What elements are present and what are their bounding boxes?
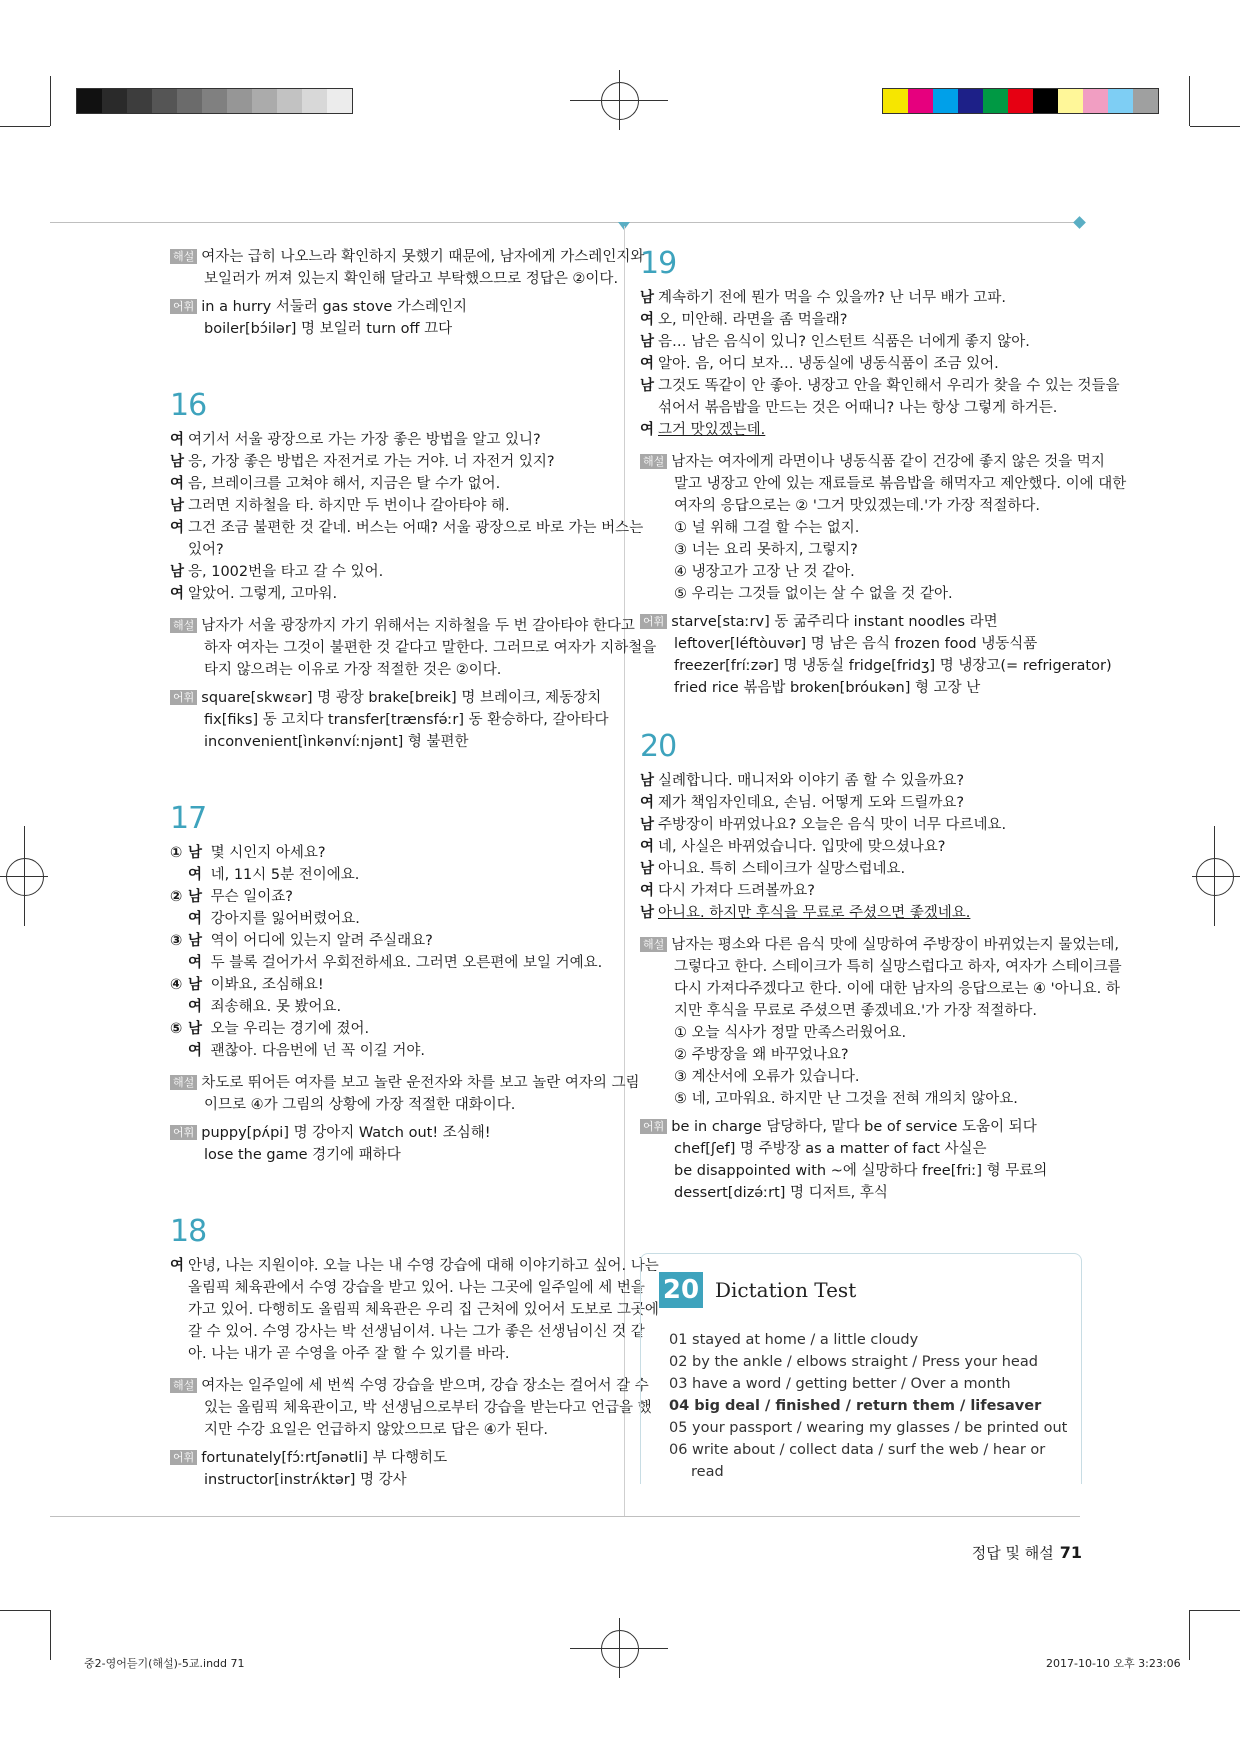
- option-number: ②: [170, 889, 183, 905]
- color-swatch: [1058, 89, 1083, 113]
- dialog-text: 역이 어디에 있는지 알려 주실래요?: [206, 933, 433, 949]
- dialog-line: [640, 792, 1080, 814]
- dialog-text: 알았어. 그렇게, 고마워.: [188, 586, 338, 602]
- option-text: ③ 계산서에 오류가 있습니다.: [674, 1069, 860, 1085]
- dictation-title: Dictation Test: [715, 1278, 857, 1302]
- speaker-label: 여: [188, 867, 203, 883]
- dialog: [640, 287, 1120, 441]
- vocab-line: square[skwɛər] 명 광장 brake[breik] 명 브레이크, 제동장치: [201, 690, 602, 706]
- dialog-text: 다시 가져다 드려볼까요?: [658, 883, 815, 899]
- speaker-label: 남: [188, 845, 203, 861]
- option-line: [170, 996, 610, 1018]
- explanation-text: 지만 수강 요일은 언급하지 않았으므로 답은 ④가 된다.: [204, 1422, 549, 1438]
- dialog-line: [640, 397, 1080, 419]
- gray-swatch: [77, 89, 102, 113]
- vocab-line: freezer[fríːzər] 명 냉동실 fridge[fridʒ] 명 냉장고(= refrigerator): [674, 658, 1112, 674]
- vocab-line: in a hurry 서둘러 gas stove 가스레인지: [201, 299, 467, 315]
- dialog-text: 제가 책임자인데요, 손님. 어떻게 도와 드릴까요?: [658, 795, 965, 811]
- color-swatch: [1108, 89, 1133, 113]
- speaker-label: 남: [170, 498, 185, 514]
- question-16: [170, 388, 657, 753]
- dialog-line: [170, 451, 610, 473]
- option-number: ④: [170, 977, 183, 993]
- dialog-line: [170, 561, 610, 583]
- dialog-line: [170, 495, 610, 517]
- explanation-text: 보일러가 꺼져 있는지 확인해 달라고 부탁했으므로 정답은 ②이다.: [204, 271, 619, 287]
- speaker-label: 여: [640, 356, 655, 372]
- vocab-line: inconvenient[ìnkənvíːnjənt] 형 불편한: [204, 734, 469, 750]
- option-number: ⑤: [170, 1021, 183, 1037]
- dialog-text: 응, 가장 좋은 방법은 자전거로 가는 거야. 너 자전거 있지?: [188, 454, 555, 470]
- dialog-text: 이봐요, 조심해요!: [206, 977, 324, 993]
- dialog-line: [640, 880, 1080, 902]
- dialog-text: 실례합니다. 매니저와 이야기 좀 할 수 있을까요?: [658, 773, 965, 789]
- vocab-tag: 어휘: [640, 614, 667, 629]
- speaker-label: 여: [170, 476, 185, 492]
- vocab-tag: 어휘: [170, 690, 197, 705]
- option-line: [170, 1040, 610, 1062]
- vocab-line: starve[staːrv] 동 굶주리다 instant noodles 라면: [671, 614, 998, 630]
- gray-swatch: [102, 89, 127, 113]
- option-text: ① 널 위해 그걸 할 수는 없지.: [674, 520, 860, 536]
- dialog-line: [640, 353, 1080, 375]
- vocab-line: fix[fiks] 동 고치다 transfer[trænsfə́ːr] 동 환승하다, 갈아타다: [204, 712, 609, 728]
- crop-mark: [50, 76, 51, 126]
- question-20: [640, 729, 1122, 1204]
- dialog-text: 죄송해요. 못 봤어요.: [206, 999, 342, 1015]
- dialog-text: 두 블록 걸어가서 우회전하세요. 그러면 오른편에 보일 거예요.: [206, 955, 603, 971]
- q16-vocab: [170, 687, 610, 753]
- dictation-line: 04 big deal / finished / return them / lifesaver: [669, 1398, 1042, 1414]
- option-text: ④ 냉장고가 고장 난 것 같아.: [674, 564, 855, 580]
- speaker-label: 남: [640, 378, 655, 394]
- option-text: ③ 너는 요리 못하지, 그렇지?: [674, 542, 858, 558]
- dialog-line: [170, 429, 610, 451]
- options-list: [640, 1022, 1080, 1110]
- dialog-line: [640, 902, 1080, 924]
- dialog-text: 여기서 서울 광장으로 가는 가장 좋은 방법을 알고 있니?: [188, 432, 541, 448]
- speaker-label: 남: [640, 334, 655, 350]
- crop-mark: [1190, 126, 1240, 127]
- question-number: 20: [640, 729, 677, 764]
- explanation-tag: 해설: [640, 454, 667, 469]
- top-rule-diamond: [1073, 216, 1086, 229]
- speaker-label: 여: [640, 883, 655, 899]
- dialog-text: 섞어서 볶음밥을 만드는 것은 어때니? 나는 항상 그렇게 하거든.: [658, 400, 1058, 416]
- color-swatch: [983, 89, 1008, 113]
- dictation-header: [659, 1272, 856, 1308]
- vocab-line: fortunately[fɔ́ːrtʃənətli] 부 다행히도: [201, 1450, 448, 1466]
- explanation-text: 여자의 응답으로는 ② '그거 맛있겠는데.'가 가장 적절하다.: [674, 498, 1040, 514]
- bottom-rule: [50, 1516, 1080, 1517]
- speaker-label: 여: [188, 999, 203, 1015]
- dialog-text: 주방장이 바뀌었나요? 오늘은 음식 맛이 너무 다르네요.: [658, 817, 1007, 833]
- registration-line: [1192, 876, 1240, 877]
- dialog-text: 계속하기 전에 뭔가 먹을 수 있을까? 난 너무 배가 고파.: [658, 290, 1006, 306]
- dialog-text: 가고 있어. 다행히도 올림픽 체육관은 우리 집 근처에 있어서 도보로 그곳에: [188, 1302, 659, 1318]
- crop-mark: [50, 1610, 51, 1660]
- footer-label: 정답 및 해설: [971, 1544, 1054, 1562]
- registration-line: [619, 70, 620, 130]
- monologue: [170, 1255, 659, 1365]
- gray-swatch: [327, 89, 352, 113]
- grayscale-bar: [76, 88, 353, 114]
- speaker-label: 여: [188, 1043, 203, 1059]
- dialog-text: 안녕, 나는 지원이야. 오늘 나는 내 수영 강습에 대해 이야기하고 싶어. 나는: [188, 1258, 659, 1274]
- explanation-text: 지만 후식을 무료로 주셨으면 좋겠네요.'가 가장 적절하다.: [674, 1003, 1038, 1019]
- dialog-line: [170, 539, 610, 561]
- registration-mark: [6, 858, 44, 896]
- speaker-label: 남: [188, 933, 203, 949]
- speaker-label: 남: [640, 905, 655, 921]
- color-swatch: [933, 89, 958, 113]
- dictation-test-box: [640, 1253, 1082, 1484]
- dialog-text: 몇 시인지 아세요?: [206, 845, 326, 861]
- dialog-text: 그것도 똑같이 안 좋아. 냉장고 안을 확인해서 우리가 찾을 수 있는 것들을: [658, 378, 1120, 394]
- question-17: [170, 801, 640, 1166]
- speaker-label: 여: [188, 911, 203, 927]
- speaker-label: 여: [170, 432, 185, 448]
- dialog-line: [640, 814, 1080, 836]
- dialog-text: 무슨 일이죠?: [206, 889, 293, 905]
- color-swatch: [883, 89, 908, 113]
- dialog-text: 오늘 우리는 경기에 졌어.: [206, 1021, 370, 1037]
- top-rule: [50, 222, 1080, 223]
- speaker-label: 남: [640, 290, 655, 306]
- option-line: [170, 974, 610, 996]
- vocab-line: boiler[bɔ́ilər] 명 보일러 turn off 끄다: [204, 321, 453, 337]
- dialog-text: 알아. 음, 어디 보자… 냉동실에 냉동식품이 조금 있어.: [658, 356, 999, 372]
- explanation-text: 타지 않으려는 이유로 가장 적절한 것은 ②이다.: [204, 662, 502, 678]
- gray-swatch: [127, 89, 152, 113]
- color-swatch: [908, 89, 933, 113]
- explanation-text: 이므로 ④가 그림의 상황에 가장 적절한 대화이다.: [204, 1097, 516, 1113]
- option-line: [170, 930, 610, 952]
- slug-file: 중2-영어듣기(해설)-5교.indd 71: [84, 1657, 245, 1670]
- dialog-line: [640, 419, 1080, 441]
- dictation-line: 05 your passport / wearing my glasses / be printed out: [669, 1420, 1068, 1436]
- question-number: 19: [640, 246, 677, 281]
- gray-swatch: [252, 89, 277, 113]
- explanation-text: 말고 냉장고 안에 있는 재료들로 볶음밥을 해먹자고 제안했다. 이에 대한: [674, 476, 1127, 492]
- crop-mark: [1189, 76, 1190, 126]
- vocab-line: lose the game 경기에 패하다: [204, 1147, 401, 1163]
- option-text: ② 주방장을 왜 바꾸었나요?: [674, 1047, 849, 1063]
- vocab-line: be in charge 담당하다, 맡다 be of service 도움이 되다: [671, 1119, 1037, 1135]
- option-line: [170, 842, 610, 864]
- explanation-text: 여자는 급히 나오느라 확인하지 못했기 때문에, 남자에게 가스레인지와: [201, 249, 645, 265]
- options-list: [640, 517, 1080, 605]
- vocab-line: chef[ʃef] 명 주방장 as a matter of fact 사실은: [674, 1141, 987, 1157]
- registration-line: [619, 1618, 620, 1678]
- dialog-text: 올림픽 체육관에서 수영 강습을 받고 있어. 나는 그곳에 일주일에 세 번을: [188, 1280, 645, 1296]
- dictation-line: 02 by the ankle / elbows straight / Press your head: [669, 1354, 1038, 1370]
- q19-vocab: [640, 611, 1112, 699]
- color-swatch: [1033, 89, 1058, 113]
- dialog-line: [640, 375, 1120, 397]
- option-text: ⑤ 네, 고마워요. 하지만 난 그것을 전혀 개의치 않아요.: [674, 1091, 1018, 1107]
- q15-explanation: [170, 246, 645, 290]
- dialog-text: 갈 수 있어. 수영 강사는 박 선생님이셔. 나는 그가 좋은 선생님이신 것 같: [188, 1324, 645, 1340]
- q17-explanation: [170, 1072, 640, 1116]
- dictation-line: 06 write about / collect data / surf the web / hear or: [669, 1442, 1046, 1458]
- dialog: [640, 770, 1080, 924]
- speaker-label: 여: [640, 312, 655, 328]
- vocab-tag: 어휘: [170, 1125, 197, 1140]
- option-number: ③: [170, 933, 183, 949]
- dialog-text: 아니요. 특히 스테이크가 실망스럽네요.: [658, 861, 906, 877]
- explanation-text: 남자는 여자에게 라면이나 냉동식품 같이 건강에 좋지 않은 것을 먹지: [671, 454, 1105, 470]
- option-line: [170, 908, 610, 930]
- gray-swatch: [302, 89, 327, 113]
- explanation-text: 차도로 뛰어든 여자를 보고 놀란 운전자와 차를 보고 놀란 여자의 그림: [201, 1075, 640, 1091]
- dialog-text: 그러면 지하철을 타. 하지만 두 번이나 갈아타야 해.: [188, 498, 510, 514]
- option-number: ①: [170, 845, 183, 861]
- explanation-tag: 해설: [640, 937, 667, 952]
- option-text: ⑤ 우리는 그것들 없이는 살 수 없을 것 같아.: [674, 586, 953, 602]
- explanation-tag: 해설: [170, 249, 197, 264]
- option-line: [170, 864, 610, 886]
- q17-vocab: [170, 1122, 610, 1166]
- explanation-tag: 해설: [170, 618, 197, 633]
- dialog-text: 아니요. 하지만 후식을 무료로 주셨으면 좋겠네요.: [658, 905, 971, 921]
- vocab-tag: 어휘: [170, 1450, 197, 1465]
- speaker-label: 여: [188, 955, 203, 971]
- dialog-text: 그건 조금 불편한 것 같네. 버스는 어때? 서울 광장으로 바로 가는 버스는: [188, 520, 644, 536]
- dictation-number: 20: [659, 1272, 703, 1308]
- registration-line: [1214, 826, 1215, 926]
- dialog-text: 응, 1002번을 타고 갈 수 있어.: [188, 564, 384, 580]
- question-number: 16: [170, 388, 207, 423]
- speaker-label: 남: [188, 977, 203, 993]
- dialog-text: 음, 브레이크를 고쳐야 해서, 지금은 탈 수가 없어.: [188, 476, 501, 492]
- dialog-text: 네, 11시 5분 전이에요.: [206, 867, 360, 883]
- page-footer: [972, 1542, 1082, 1563]
- dialog-text: 네, 사실은 바뀌었습니다. 입맛에 맞으셨나요?: [658, 839, 946, 855]
- speaker-label: 여: [640, 422, 655, 438]
- speaker-label: 여: [170, 586, 185, 602]
- question-19: [640, 246, 1127, 699]
- speaker-label: 남: [640, 817, 655, 833]
- vocab-line: be disappointed with ~에 실망하다 free[friː] 형 무료의: [674, 1163, 1048, 1179]
- explanation-text: 있는 올림픽 체육관이고, 박 선생님으로부터 강습을 받는다고 언급을 했: [204, 1400, 652, 1416]
- explanation-text: 여자는 일주일에 세 번씩 수영 강습을 받으며, 강습 장소는 걸어서 갈 수: [201, 1378, 649, 1394]
- q15-vocab: [170, 296, 610, 340]
- right-column: [640, 246, 1127, 1204]
- gray-swatch: [152, 89, 177, 113]
- explanation-tag: 해설: [170, 1378, 197, 1393]
- vocab-line: dessert[dizə́ːrt] 명 디저트, 후식: [674, 1185, 888, 1201]
- crop-mark: [0, 126, 50, 127]
- dialog: [170, 429, 644, 605]
- dictation-answers: [669, 1329, 1069, 1483]
- speaker-label: 남: [188, 889, 203, 905]
- vocab-line: instructor[instrʌ́ktər] 명 강사: [204, 1472, 407, 1488]
- speaker-label: 남: [170, 564, 185, 580]
- gray-swatch: [177, 89, 202, 113]
- gray-swatch: [202, 89, 227, 113]
- speaker-label: 여: [170, 520, 185, 536]
- crop-mark: [1189, 1610, 1190, 1660]
- color-swatch: [1008, 89, 1033, 113]
- crop-mark: [0, 1610, 50, 1611]
- question-18: [170, 1214, 659, 1491]
- q20-explanation: [640, 934, 1122, 1110]
- dialog-text: 그거 맛있겠는데.: [658, 422, 766, 438]
- gray-swatch: [227, 89, 252, 113]
- speaker-label: 남: [188, 1021, 203, 1037]
- vocab-tag: 어휘: [640, 1119, 667, 1134]
- dialog-line: [640, 836, 1080, 858]
- q18-vocab: [170, 1447, 610, 1491]
- speaker-label: 여: [640, 839, 655, 855]
- dialog-line: [640, 331, 1080, 353]
- explanation-text: 남자는 평소와 다른 음식 맛에 실망하여 주방장이 바뀌었는지 물었는데,: [671, 937, 1119, 953]
- color-swatch: [1133, 89, 1158, 113]
- dialog-line: [170, 517, 644, 539]
- speaker-label: 남: [640, 773, 655, 789]
- color-swatch: [1083, 89, 1108, 113]
- explanation-text: 다시 가져다주겠다고 한다. 이에 대한 남자의 응답으로는 ④ '아니요. 하: [674, 981, 1120, 997]
- speaker-label: 남: [640, 861, 655, 877]
- registration-line: [24, 826, 25, 926]
- option-line: [170, 886, 610, 908]
- option-line: [170, 952, 610, 974]
- dialog-line: [640, 858, 1080, 880]
- explanation-text: 남자가 서울 광장까지 가기 위해서는 지하철을 두 번 갈아타야 한다고: [201, 618, 635, 634]
- dictation-line: read: [691, 1464, 724, 1480]
- vocab-line: puppy[pʌ́pi] 명 강아지 Watch out! 조심해!: [201, 1125, 491, 1141]
- q18-explanation: [170, 1375, 652, 1441]
- dictation-line: 01 stayed at home / a little cloudy: [669, 1332, 919, 1348]
- q20-vocab: [640, 1116, 1080, 1204]
- vocab-tag: 어휘: [170, 299, 197, 314]
- vocab-line: fried rice 볶음밥 broken[bróukən] 형 고장 난: [674, 680, 981, 696]
- speaker-label: 여: [170, 1258, 185, 1274]
- color-bar: [882, 88, 1159, 114]
- dialog-text: 있어?: [188, 542, 224, 558]
- q19-explanation: [640, 451, 1127, 605]
- crop-mark: [1190, 1610, 1240, 1611]
- dialog-line: [640, 309, 1080, 331]
- explanation-text: 하자 여자는 그것이 불편한 것 같다고 말한다. 그러므로 여자가 지하철을: [204, 640, 657, 656]
- explanation-text: 그렇다고 한다. 스테이크가 특히 실망스럽다고 하자, 여자가 스테이크를: [674, 959, 1122, 975]
- slug-date: 2017-10-10 오후 3:23:06: [1046, 1657, 1181, 1670]
- page-number: 71: [1059, 1543, 1082, 1562]
- speaker-label: 남: [170, 454, 185, 470]
- dialog-text: 오, 미안해. 라면을 좀 먹을래?: [658, 312, 848, 328]
- option-line: [170, 1018, 610, 1040]
- dialog-text: 괜찮아. 다음번에 넌 꼭 이길 거야.: [206, 1043, 425, 1059]
- option-text: ① 오늘 식사가 정말 만족스러웠어요.: [674, 1025, 907, 1041]
- dialog-line: [170, 473, 610, 495]
- dialog-line: [170, 583, 610, 605]
- options-list: [170, 842, 610, 1062]
- gray-swatch: [277, 89, 302, 113]
- vocab-line: leftover[léftòuvər] 명 남은 음식 frozen food 냉동식품: [674, 636, 1038, 652]
- dialog-text: 강아지를 잃어버렸어요.: [206, 911, 360, 927]
- explanation-tag: 해설: [170, 1075, 197, 1090]
- dialog-line: [640, 770, 1080, 792]
- registration-mark: [601, 82, 639, 120]
- color-swatch: [958, 89, 983, 113]
- question-number: 17: [170, 801, 207, 836]
- dialog-text: 음… 남은 음식이 있니? 인스턴트 식품은 너에게 좋지 않아.: [658, 334, 1030, 350]
- dialog-text: 아. 나는 내가 곧 수영을 아주 잘 할 수 있기를 바라.: [188, 1346, 510, 1362]
- dictation-line: 03 have a word / getting better / Over a month: [669, 1376, 1011, 1392]
- dialog-line: [640, 287, 1080, 309]
- registration-mark: [1196, 858, 1234, 896]
- question-number: 18: [170, 1214, 207, 1249]
- speaker-label: 여: [640, 795, 655, 811]
- registration-mark: [601, 1630, 639, 1668]
